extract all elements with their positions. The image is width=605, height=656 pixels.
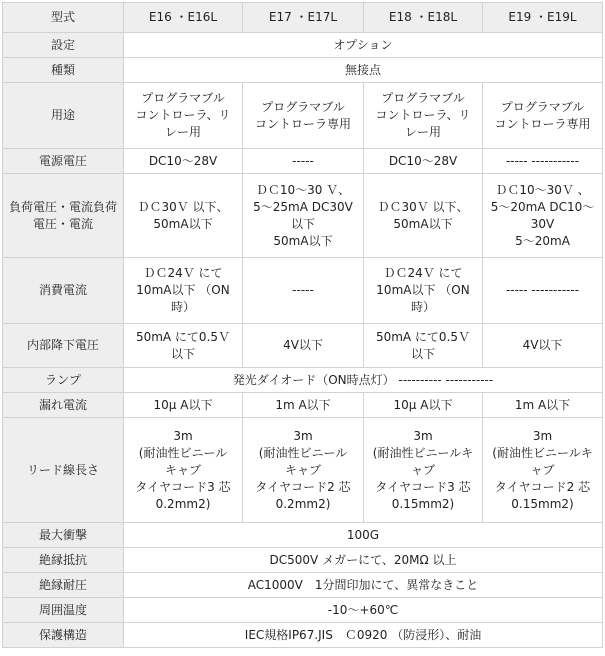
spec-table-container [2, 2, 603, 648]
consumption-e17: ----- [243, 258, 364, 324]
row-setting [3, 33, 603, 58]
row-kind [3, 58, 603, 83]
lamp-value: 発光ダイオード（ON時点灯） ---------- ----------- [124, 368, 603, 393]
row-label-leak-current: 漏れ電流 [3, 393, 124, 418]
row-label-usage: 用途 [3, 83, 124, 149]
row-label-supply-voltage: 電源電圧 [3, 149, 124, 174]
supply-e18: DC10～28V [364, 149, 483, 174]
row-voltage-drop [3, 324, 603, 368]
dielectric-strength-value: AC1000V 1分間印加にて、異常なきこと [124, 573, 603, 598]
usage-e18: プログラマブル コントローラ、リ レー用 [364, 83, 483, 149]
lead-e18: 3m (耐油性ビニールキ ャブ タイヤコード3 芯 0.15mm2) [364, 418, 483, 523]
leak-e17: 1m A以下 [243, 393, 364, 418]
load-e17: ＤＣ10～30 Ｖ、 5～25mA DC30V 以下 50mA以下 [243, 174, 364, 258]
usage-e16: プログラマブル コントローラ、リ レー用 [124, 83, 243, 149]
supply-e16: DC10～28V [124, 149, 243, 174]
supply-e17: ----- [243, 149, 364, 174]
row-label-dielectric-strength: 絶縁耐圧 [3, 573, 124, 598]
insulation-resistance-value: DC500V メガーにて、20MΩ 以上 [124, 548, 603, 573]
drop-e18: 50mA にて0.5Ｖ 以下 [364, 324, 483, 368]
ambient-temp-value: -10～+60℃ [124, 598, 603, 623]
row-label-protection: 保護構造 [3, 623, 124, 648]
header-model-e18: E18 ・E18L [364, 3, 483, 33]
load-e16: ＤＣ30Ｖ 以下、 50mA以下 [124, 174, 243, 258]
row-supply-voltage [3, 149, 603, 174]
row-label-kind: 種類 [3, 58, 124, 83]
row-max-shock [3, 523, 603, 548]
lead-e19: 3m (耐油性ビニールキ ャブ タイヤコード2 芯 0.15mm2) [483, 418, 603, 523]
row-dielectric-strength [3, 573, 603, 598]
row-label-insulation-resistance: 絶縁抵抗 [3, 548, 124, 573]
leak-e18: 10μ A以下 [364, 393, 483, 418]
header-model-e16: E16 ・E16L [124, 3, 243, 33]
row-usage [3, 83, 603, 149]
row-lamp [3, 368, 603, 393]
setting-value: オプション [124, 33, 603, 58]
consumption-e16: ＤＣ24Ｖ にて 10mA以下 （ON 時） [124, 258, 243, 324]
header-model-e17: E17 ・E17L [243, 3, 364, 33]
row-label-setting: 設定 [3, 33, 124, 58]
consumption-e18: ＤＣ24Ｖ にて 10mA以下 （ON 時） [364, 258, 483, 324]
load-e19: ＤＣ10～30Ｖ 、 5～20mA DC10～ 30V 5～20mA [483, 174, 603, 258]
row-lead-length [3, 418, 603, 523]
leak-e16: 10μ A以下 [124, 393, 243, 418]
row-insulation-resistance [3, 548, 603, 573]
usage-e19: プログラマブル コントローラ専用 [483, 83, 603, 149]
max-shock-value: 100G [124, 523, 603, 548]
drop-e17: 4V以下 [243, 324, 364, 368]
row-load [3, 174, 603, 258]
header-row [3, 3, 603, 33]
row-label-ambient-temp: 周囲温度 [3, 598, 124, 623]
kind-value: 無接点 [124, 58, 603, 83]
row-label-max-shock: 最大衝撃 [3, 523, 124, 548]
supply-e19: ----- ----------- [483, 149, 603, 174]
header-model-label: 型式 [3, 3, 124, 33]
header-model-e19: E19 ・E19L [483, 3, 603, 33]
row-protection [3, 623, 603, 648]
row-label-voltage-drop: 内部降下電圧 [3, 324, 124, 368]
drop-e19: 4V以下 [483, 324, 603, 368]
row-label-consumption: 消費電流 [3, 258, 124, 324]
lead-e16: 3m (耐油性ビニール キャブ タイヤコード3 芯 0.2mm2) [124, 418, 243, 523]
leak-e19: 1m A以下 [483, 393, 603, 418]
row-ambient-temp [3, 598, 603, 623]
load-e18: ＤＣ30Ｖ 以下、 50mA以下 [364, 174, 483, 258]
usage-e17: プログラマブル コントローラ専用 [243, 83, 364, 149]
row-label-load: 負荷電圧・電流負荷 電圧・電流 [3, 174, 124, 258]
row-leak-current [3, 393, 603, 418]
row-label-lamp: ランプ [3, 368, 124, 393]
spec-table [2, 2, 603, 648]
consumption-e19: ----- ----------- [483, 258, 603, 324]
drop-e16: 50mA にて0.5Ｖ 以下 [124, 324, 243, 368]
row-label-lead-length: リード線長さ [3, 418, 124, 523]
row-consumption [3, 258, 603, 324]
protection-value: IEC規格IP67.JIS Ｃ0920 （防浸形）、耐油 [124, 623, 603, 648]
lead-e17: 3m (耐油性ビニール キャブ タイヤコード2 芯 0.2mm2) [243, 418, 364, 523]
